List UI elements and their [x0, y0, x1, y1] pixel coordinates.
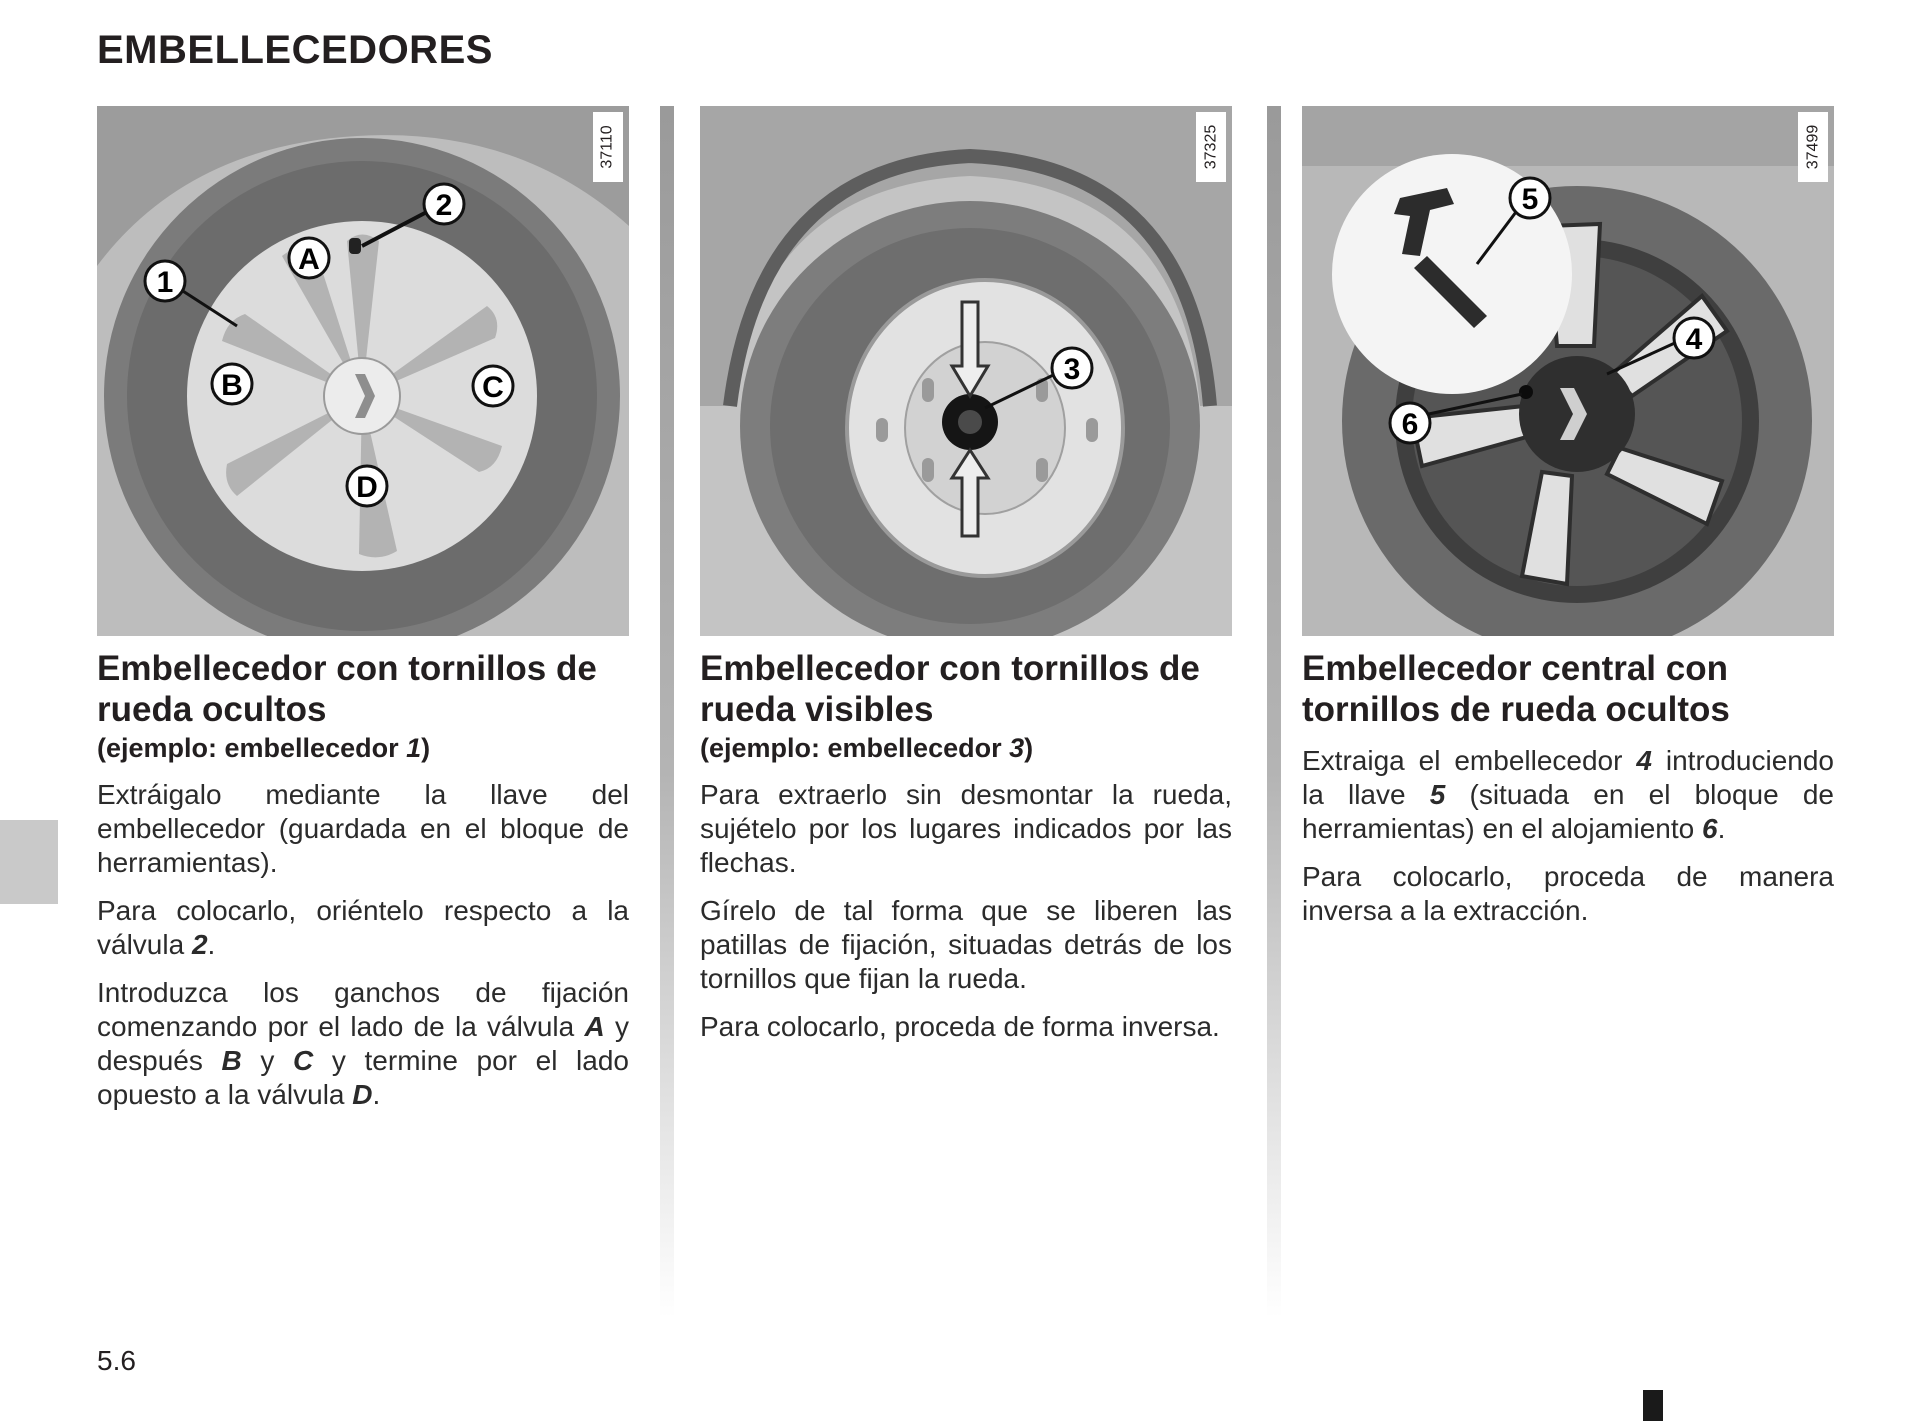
callout-a-marker [289, 238, 329, 278]
callout-layer [1302, 106, 1834, 636]
svg-text:D: D [356, 471, 378, 504]
callout-6-marker [1390, 403, 1430, 443]
callout-3-marker [1052, 348, 1092, 388]
callout-layer [97, 106, 629, 636]
column-center-cap-hidden-bolts [1302, 106, 1834, 928]
figure-ref-number: 37499 [1798, 112, 1828, 182]
callout-5-marker [1510, 178, 1550, 218]
instruction-paragraph: Gírelo de tal forma que se liberen las patillas de fijación, situadas detrás de los tornillos que fijan la rueda. [700, 895, 1232, 994]
page-end-marker [1643, 1390, 1663, 1421]
section-subtitle: (ejemplo: embellecedor 3) [700, 733, 1034, 763]
photo-hubcap-visible-bolts [700, 106, 1232, 636]
instruction-paragraph: Introduzca los ganchos de fijación comenzando por el lado de la válvula A y después B y C y termine por el lado opuesto a la válvula D. [97, 977, 629, 1110]
callout-1-marker [145, 261, 185, 301]
column-separator [1267, 106, 1281, 1318]
callout-2-marker [424, 184, 464, 224]
figure-ref-number: 37110 [593, 112, 623, 182]
callout-b-marker [212, 364, 252, 404]
svg-text:5: 5 [1521, 183, 1539, 216]
photo-hubcap-hidden-bolts [97, 106, 629, 636]
svg-text:A: A [298, 243, 320, 276]
callout-d-marker [347, 466, 387, 506]
svg-text:1: 1 [156, 266, 174, 299]
instruction-paragraph: Para extraerlo sin desmontar la rueda, sujételo por los lugares indicados por las flechas. [700, 779, 1232, 878]
page-title: EMBELLECEDORES [97, 28, 493, 72]
callout-layer [700, 106, 1232, 636]
section-title: Embellecedor con tornillos de rueda visibles [700, 649, 1200, 729]
svg-text:2: 2 [435, 189, 453, 222]
section-title: Embellecedor con tornillos de rueda ocultos [97, 649, 597, 729]
instruction-paragraph: Para colocarlo, proceda de forma inversa. [700, 1011, 1220, 1042]
svg-text:C: C [482, 371, 504, 404]
column-separator [660, 106, 674, 1318]
figure-ref-number: 37325 [1196, 112, 1226, 182]
instruction-paragraph: Extráigalo mediante la llave del embellecedor (guardada en el bloque de herramientas). [97, 779, 629, 878]
callout-4-leader [1607, 342, 1677, 374]
callout-4-marker [1674, 318, 1714, 358]
section-title: Embellecedor central con tornillos de rueda ocultos [1302, 649, 1730, 729]
instruction-paragraph: Para colocarlo, oriéntelo respecto a la válvula 2. [97, 895, 629, 960]
column-hubcap-visible-bolts [700, 106, 1232, 1044]
page-number: 5.6 [97, 1345, 136, 1376]
instruction-paragraph: Para colocarlo, proceda de manera inversa a la extracción. [1302, 861, 1834, 926]
svg-text:3: 3 [1063, 353, 1081, 386]
section-subtitle: (ejemplo: embellecedor 1) [97, 733, 431, 763]
section-side-tab [0, 820, 58, 904]
photo-center-cap-hidden-bolts [1302, 106, 1834, 636]
instruction-paragraph: Extraiga el embellecedor 4 introduciendo la llave 5 (situada en el bloque de herramientas) en el alojamiento 6. [1302, 745, 1834, 844]
svg-text:B: B [221, 369, 243, 402]
callout-c-marker [473, 366, 513, 406]
svg-text:4: 4 [1685, 323, 1703, 356]
column-hubcap-hidden-bolts [97, 106, 629, 1112]
svg-text:6: 6 [1401, 408, 1419, 441]
